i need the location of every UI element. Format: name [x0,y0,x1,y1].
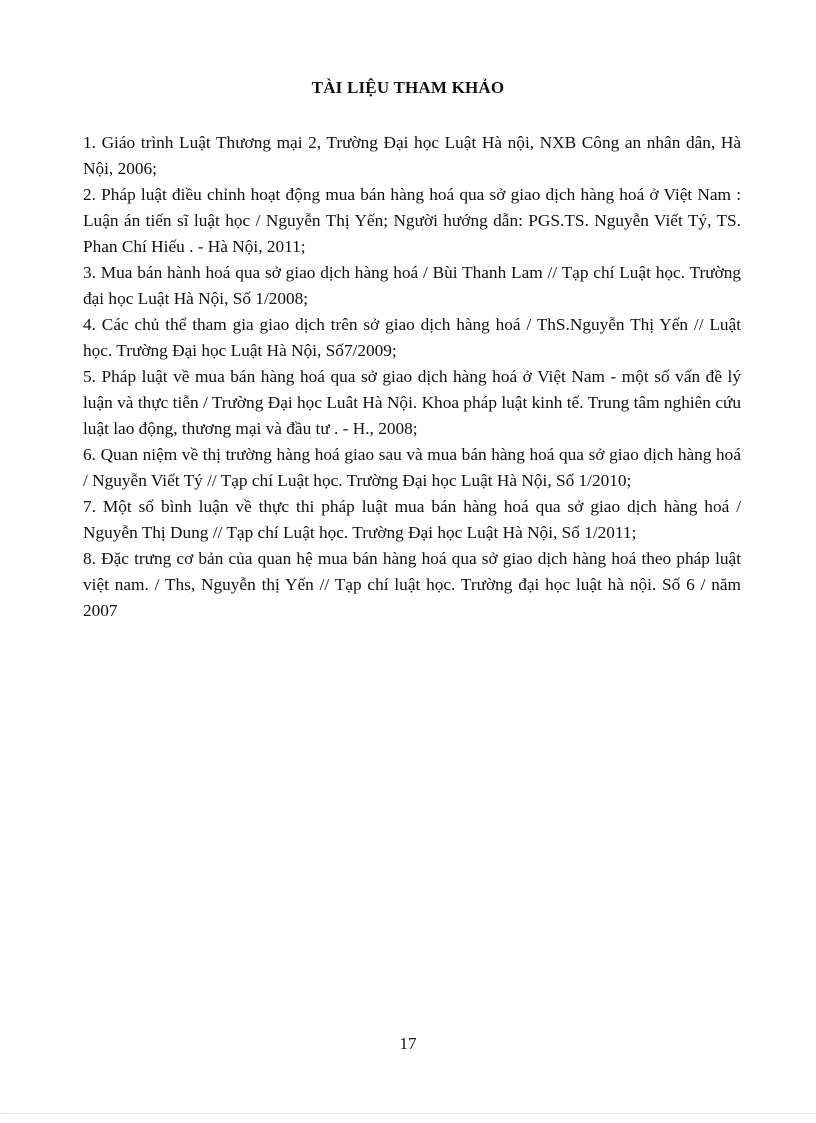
page-bottom-divider [0,1113,816,1114]
reference-item-3: 3. Mua bán hành hoá qua sở giao dịch hàng hoá / Bùi Thanh Lam // Tạp chí Luật học. Trường đại học Luật Hà Nội, Số 1/2008; [83,263,741,308]
page-title: TÀI LIỆU THAM KHẢO [311,78,505,97]
reference-item-7: 7. Một số bình luận về thực thi pháp luật mua bán hàng hoá qua sở giao dịch hàng hoá / Nguyễn Thị Dung // Tạp chí Luật học. Trường Đại học Luật Hà Nội, Số 1/2011; [83,497,741,542]
reference-item-1: 1. Giáo trình Luật Thương mại 2, Trường Đại học Luật Hà nội, NXB Công an nhân dân, Hà Nội, 2006; [83,133,741,178]
reference-item-5: 5. Pháp luật về mua bán hàng hoá qua sở giao dịch hàng hoá ở Việt Nam - một số vấn đề lý luận và thực tiễn / Trường Đại học Luât Hà Nội. Khoa pháp luật kinh tế. Trung tâm nghiên cứu luật lao động, thương mại và đầu tư . - H., 2008; [83,367,741,438]
page-number: 17 [399,1034,417,1053]
reference-item-4: 4. Các chủ thể tham gia giao dịch trên sở giao dịch hàng hoá / ThS.Nguyễn Thị Yến // Luật học. Trường Đại học Luật Hà Nội, Số7/2009; [83,315,741,360]
reference-list [83,130,741,624]
reference-item-8: 8. Đặc trưng cơ bản của quan hệ mua bán hàng hoá qua sở giao dịch hàng hoá theo pháp luật việt nam. / Ths, Nguyễn thị Yến // Tạp chí luật học. Trường đại học luật hà nội. Số 6 / năm 2007 [83,549,741,620]
reference-item-6: 6. Quan niệm về thị trường hàng hoá giao sau và mua bán hàng hoá qua sở giao dịch hàng hoá / Nguyễn Viết Tý // Tạp chí Luật học. Trường Đại học Luật Hà Nội, Số 1/2010; [83,445,741,490]
reference-item-2: 2. Pháp luật điều chỉnh hoạt động mua bán hàng hoá qua sở giao dịch hàng hoá ở Việt Nam : Luận án tiến sĩ luật học / Nguyễn Thị Yến; Người hướng dẫn: PGS.TS. Nguyễn Viết Tý, TS. Phan Chí Hiếu . - Hà Nội, 2011; [83,185,741,256]
